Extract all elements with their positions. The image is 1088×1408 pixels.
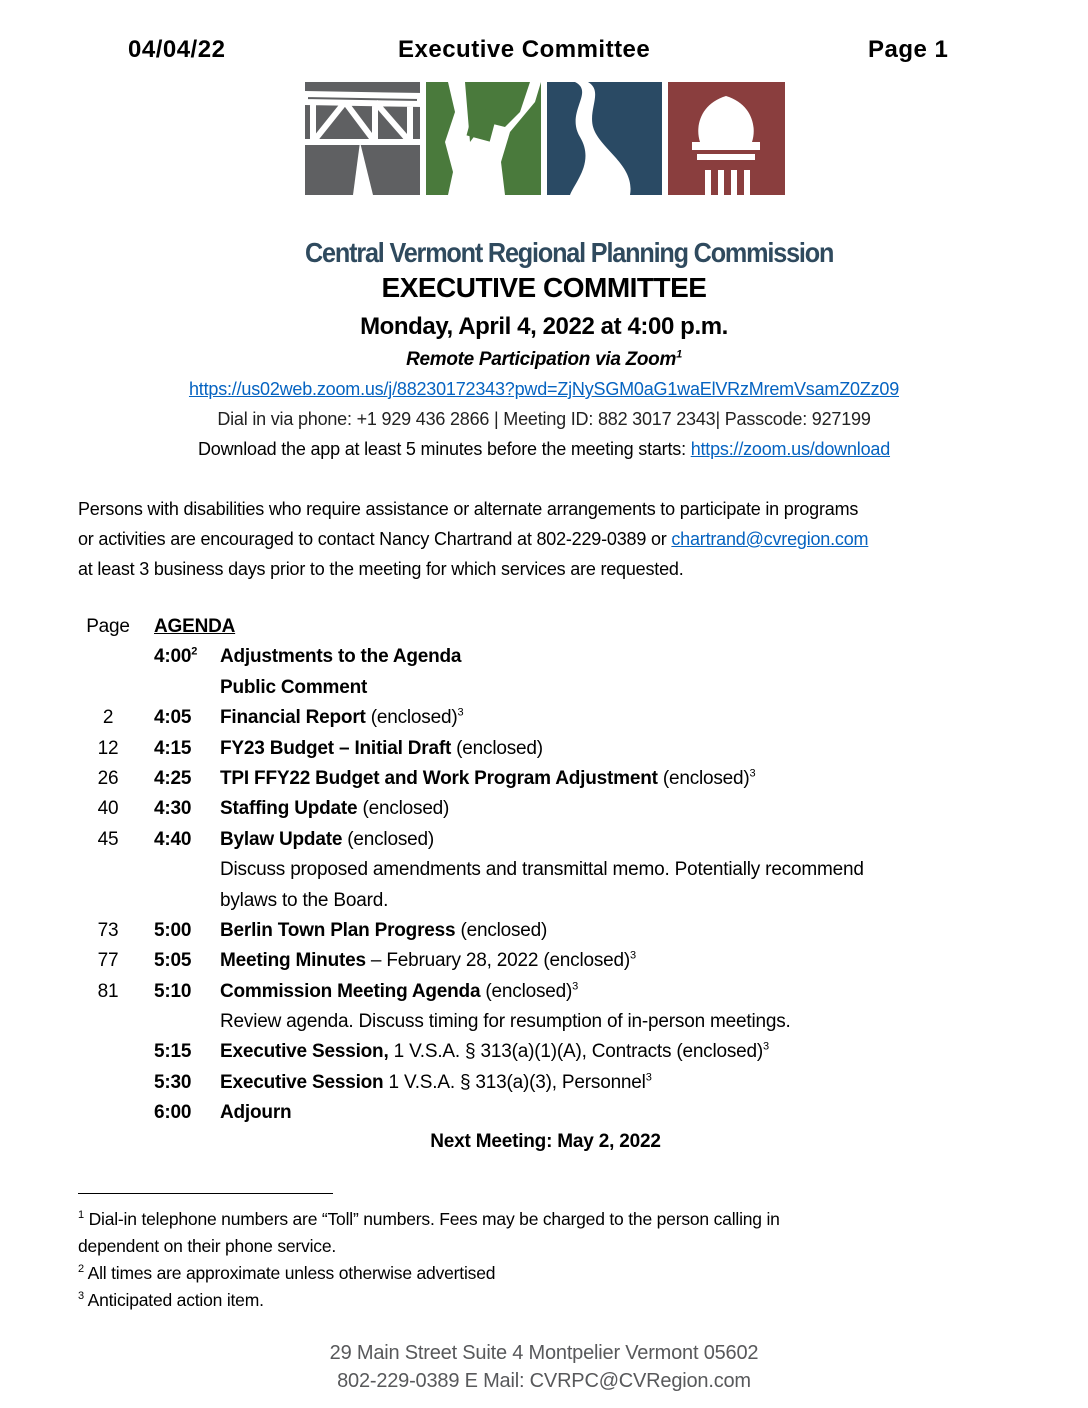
agenda-item-detail: bylaws to the Board. [220,889,389,911]
contact-line: 802-229-0389 E Mail: CVRPC@CVRegion.com [337,1370,751,1392]
agenda-time-value: 5:10 [154,980,192,1002]
agenda-time-value: 4:25 [154,767,192,789]
agenda-page-number: 77 [97,950,119,972]
agenda-item-text [220,1041,769,1063]
zoom-meeting-link[interactable]: https://us02web.zoom.us/j/88230172343?pwd=ZjNySGM0aG1waElVRzMremVsamZ0Zz09 [188,379,900,399]
agenda-item-detail: (enclosed) [657,767,750,789]
agenda-item-detail: (enclosed) [365,707,458,729]
agenda-time [154,707,191,729]
remote-footnote-ref: 1 [676,348,682,361]
page-column-header: Page [86,616,130,637]
agenda-item [78,673,1038,703]
footnote-ref: 3 [630,949,636,962]
meeting-datetime: Monday, April 4, 2022 at 4:00 p.m. [360,313,728,340]
agenda-item-title: Staffing Update [220,798,358,820]
footnote-divider [78,1193,333,1194]
header-date: 04/04/22 [128,36,226,63]
agenda-item [78,1037,1038,1067]
footnote-text: dependent on their phone service. [78,1236,337,1256]
agenda-item-text [220,890,388,912]
agenda-time-value: 4:40 [154,828,192,850]
agenda-time-value: 4:15 [154,737,192,759]
agenda-time-value: 5:30 [154,1071,192,1093]
agenda-item-title: Executive Session, [220,1041,389,1063]
agenda-item-title: Bylaw Update [220,828,343,850]
agenda-time [154,798,191,820]
agenda-time-value: 4:00 [154,646,192,668]
next-meeting: Next Meeting: May 2, 2022 [430,1130,661,1152]
footnotes [78,1206,780,1314]
footnote-number: 2 [78,1263,84,1276]
footnote-text: Anticipated action item. [83,1290,264,1310]
header-committee: Executive Committee [398,36,651,63]
agenda-item-text [220,646,461,668]
agenda-item [78,642,1038,672]
agenda-item-title: Commission Meeting Agenda [220,980,481,1002]
footnote [78,1260,780,1287]
agenda-page-number: 2 [102,707,114,729]
footnote-ref: 2 [191,646,198,659]
agenda-item-title: FY23 Budget – Initial Draft [220,737,452,759]
agenda-item-text [220,1102,291,1124]
agenda-time-value: 4:30 [154,798,192,820]
footnote-ref: 3 [763,1041,769,1054]
agenda-header [78,612,1038,642]
agenda [78,612,1038,1153]
agenda-item-detail: (enclosed) [451,737,543,759]
download-text: Download the app at least 5 minutes before the meeting starts: [197,439,691,459]
agenda-item [78,916,1038,946]
footnote-number: 1 [78,1209,84,1222]
footnote-text: All times are approximate unless otherwise advertised [83,1263,496,1283]
agenda-item-title: Public Comment [220,676,368,698]
agenda-item-detail: (enclosed) [480,980,573,1002]
agenda-time [154,646,197,668]
agenda-item-text [220,950,636,972]
agenda-item [78,1007,1038,1037]
agenda-item-detail: (enclosed) [357,798,450,820]
agenda-item-detail: (enclosed) [455,919,548,941]
cvrpc-logo [305,82,834,269]
agenda-item-title: Meeting Minutes [220,950,366,972]
agenda-time [154,768,191,790]
footnote-ref: 3 [749,767,756,780]
footnote-ref: 3 [645,1071,652,1084]
remote-label: Remote Participation via Zoom [406,349,677,370]
agenda-page-number: 73 [97,919,119,941]
footnote-ref: 3 [457,706,464,719]
agenda-item-text [220,738,543,760]
address-line: 29 Main Street Suite 4 Montpelier Vermont 05602 [329,1342,759,1364]
footnote-ref: 3 [572,980,579,993]
remote-participation [0,349,1088,371]
agenda-time [154,1072,191,1094]
agenda-item-text [220,829,434,851]
agenda-item-detail: (enclosed) [342,828,434,850]
agenda-item-detail: 1 V.S.A. § 313(a)(3), Personnel [383,1071,646,1093]
footnote-text: Dial-in telephone numbers are “Toll” numbers. Fees may be charged to the person calling in [83,1209,780,1229]
header-page: Page 1 [868,36,949,63]
agenda-item-text [220,1072,652,1094]
accessibility-line: Persons with disabilities who require assistance or alternate arrangements to participate in programs [78,499,859,519]
agenda-item-title: Executive Session [220,1071,384,1093]
agenda-item-detail: 1 V.S.A. § 313(a)(1)(A), Contracts (enclosed) [388,1041,764,1063]
agenda-item-text [220,798,449,820]
agenda-time-value: 6:00 [154,1102,192,1124]
agenda-item-title: Adjustments to the Agenda [220,646,462,668]
agenda-item [78,734,1038,764]
agenda-item [78,886,1038,916]
agenda-item-title: Adjourn [220,1102,292,1124]
agenda-item-text [220,920,547,942]
logo-text: Central Vermont Regional Planning Commission [305,237,834,268]
agenda-page-number: 40 [97,798,119,820]
agenda-item [78,1098,1038,1128]
dial-in-info: Dial in via phone: +1 929 436 2866 | Meeting ID: 882 3017 2343| Passcode: 927199 [217,409,871,429]
agenda-page-number: 12 [97,737,119,759]
agenda-item-detail: Review agenda. Discuss timing for resumption of in-person meetings. [220,1011,791,1033]
agenda-time [154,738,191,760]
agenda-page-number: 81 [97,980,119,1002]
agenda-title: AGENDA [154,616,236,637]
agenda-item-text [220,707,463,729]
agenda-item [78,1068,1038,1098]
footnote [78,1233,780,1260]
footnote [78,1206,780,1233]
agenda-item [78,825,1038,855]
agenda-item [78,703,1038,733]
agenda-time [154,829,191,851]
agenda-time-value: 5:05 [154,950,192,972]
agenda-item-text [220,981,578,1003]
agenda-item [78,794,1038,824]
accessibility-line: at least 3 business days prior to the meeting for which services are requested. [78,559,684,579]
agenda-item-text [220,1011,791,1033]
agenda-time [154,1102,191,1124]
agenda-time-value: 4:05 [154,707,192,729]
agenda-item [78,946,1038,976]
agenda-item-text [220,859,864,881]
agenda-item-title: Financial Report [220,707,366,729]
footnote [78,1287,780,1314]
agenda-time-value: 5:00 [154,919,192,941]
agenda-item [78,977,1038,1007]
agenda-time [154,950,191,972]
agenda-time [154,1041,191,1063]
accessibility-line: or activities are encouraged to contact Nancy Chartrand at 802-229-0389 or [78,529,672,549]
agenda-item-text [220,677,367,699]
page-title: EXECUTIVE COMMITTEE [381,272,707,303]
agenda-item-detail: Discuss proposed amendments and transmittal memo. Potentially recommend [220,859,864,881]
zoom-download-link[interactable]: https://zoom.us/download [690,439,891,459]
agenda-item-text [220,768,755,790]
agenda-page-number: 45 [97,828,119,850]
accessibility-notice [78,494,1018,584]
footnote-number: 3 [78,1290,84,1303]
agenda-page-number: 26 [97,767,119,789]
agenda-item [78,764,1038,794]
agenda-time [154,981,191,1003]
agenda-item [78,855,1038,885]
agenda-item-title: TPI FFY22 Budget and Work Program Adjustment [220,767,658,789]
agenda-time-value: 5:15 [154,1041,192,1063]
agenda-item-title: Berlin Town Plan Progress [220,919,456,941]
agenda-item-detail: – February 28, 2022 (enclosed) [365,950,631,972]
email-link[interactable]: chartrand@cvregion.com [671,529,869,549]
agenda-time [154,920,191,942]
